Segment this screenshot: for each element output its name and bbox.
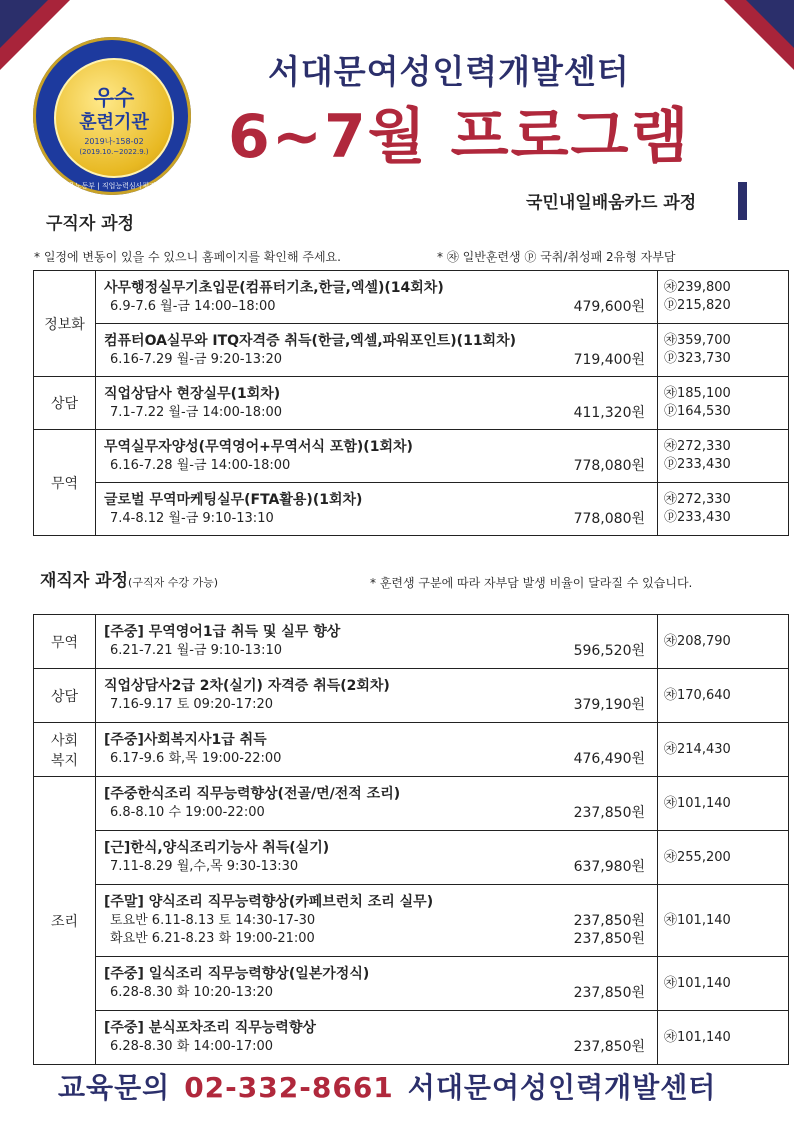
- course-schedule: 6.9-7.6 월-금 14:00–18:00: [110, 298, 276, 314]
- fee-cell: ㉶101,140: [658, 885, 789, 957]
- category-cell: [34, 723, 96, 777]
- center-title: 서대문여성인력개발센터: [268, 52, 630, 91]
- corner-decoration-right-inner: [746, 0, 794, 48]
- fee-cell: ㉶101,140: [658, 777, 789, 831]
- course-price: 237,850원: [573, 985, 645, 1001]
- course-schedule: 7.1-7.22 월-금 14:00-18:00: [110, 404, 283, 420]
- course-schedule-row: [104, 912, 649, 930]
- course-schedule: 6.28-8.30 화 14:00-17:00: [110, 1039, 274, 1054]
- fee-legend: * ㉶ 일반훈련생 ⓟ 국취/취성패 2유형 자부담: [437, 250, 676, 264]
- course-schedule-row: [104, 351, 649, 369]
- category-cell: 무역: [34, 430, 96, 536]
- fee-cell: ㉶170,640: [658, 669, 789, 723]
- course-title: 사무행정실무기초입문(컴퓨터기초,한글,엑셀)(14회차): [104, 279, 444, 296]
- category-cell: 상담: [34, 669, 96, 723]
- fee-general: ㉶272,330: [664, 492, 731, 507]
- course-price: 237,850원: [573, 1039, 645, 1055]
- table-row: [34, 1011, 789, 1065]
- employed-title-text: 재직자 과정: [40, 571, 129, 591]
- course-cell: [96, 483, 658, 536]
- category-cell: 정보화: [34, 271, 96, 377]
- course-cell: [96, 377, 658, 430]
- table-row: [34, 957, 789, 1011]
- course-price: 596,520원: [573, 643, 645, 659]
- fee-cell: [658, 377, 789, 430]
- course-schedule-row: [104, 984, 649, 1002]
- course-title: [주말] 양식조리 직무능력향상(카페브런치 조리 실무): [104, 894, 434, 910]
- fee-cell: ㉶208,790: [658, 615, 789, 669]
- fee-cell: [658, 324, 789, 377]
- employed-course-table: [33, 614, 789, 1065]
- badge-line2: 훈련기관: [79, 112, 149, 133]
- course-cell: [96, 957, 658, 1011]
- fee-cell: ㉶214,430: [658, 723, 789, 777]
- card-course-label: 국민내일배움카드 과정: [526, 193, 697, 213]
- table-row: [34, 615, 789, 669]
- employed-subtitle: (구직자 수강 가능): [128, 576, 218, 589]
- schedule-change-note: * 일정에 변동이 있을 수 있으니 홈페이지를 확인해 주세요.: [34, 250, 341, 264]
- table-row: [34, 430, 789, 483]
- course-schedule-row: [104, 298, 649, 316]
- course-schedule-row: [104, 510, 649, 528]
- table-row: [34, 377, 789, 430]
- table-row: [34, 831, 789, 885]
- course-title: [주중] 일식조리 직무능력향상(일본가정식): [104, 966, 370, 982]
- category-cell: 무역: [34, 615, 96, 669]
- course-cell: [96, 777, 658, 831]
- course-cell: [96, 831, 658, 885]
- jobseeker-section-title: 구직자 과정: [46, 214, 135, 234]
- corner-decoration-left-inner: [0, 0, 48, 48]
- fee-cell: [658, 483, 789, 536]
- fee-general: ㉶239,800: [664, 280, 731, 295]
- fee-cell: ㉶255,200: [658, 831, 789, 885]
- course-cell: [96, 723, 658, 777]
- badge-code: 2019나-158-02: [84, 137, 144, 146]
- jobseeker-course-table: [33, 270, 789, 536]
- course-schedule-row: [104, 696, 649, 714]
- course-schedule-row: [104, 930, 649, 948]
- course-schedule: 7.11-8.29 월,수,목 9:30-13:30: [110, 859, 299, 874]
- course-schedule-row: [104, 404, 649, 422]
- fee-self-pay: ⓟ215,820: [664, 298, 731, 313]
- fee-general: ㉶359,700: [664, 333, 731, 348]
- course-schedule-row: [104, 457, 649, 475]
- fee-cell: [658, 271, 789, 324]
- badge-medal: [54, 58, 174, 178]
- course-cell: [96, 271, 658, 324]
- course-price: 778,080원: [573, 457, 645, 474]
- table-row: [34, 669, 789, 723]
- course-title: [근]한식,양식조리기능사 취득(실기): [104, 840, 330, 856]
- course-schedule: 6.16-7.28 월-금 14:00-18:00: [110, 457, 291, 473]
- category-line: 사회: [50, 732, 79, 749]
- course-price: 476,490원: [573, 751, 645, 767]
- course-schedule: 6.8-8.10 수 19:00-22:00: [110, 805, 265, 820]
- category-cell: 조리: [34, 777, 96, 1065]
- course-price: 379,190원: [573, 697, 645, 713]
- fee-general: ㉶185,100: [664, 386, 731, 401]
- badge-ring-text: 고용노동부 | 직업능력심사평가원: [61, 182, 163, 190]
- fee-cell: [658, 430, 789, 483]
- footer-org-name: 서대문여성인력개발센터: [407, 1071, 717, 1104]
- fee-self-pay: ⓟ164,530: [664, 404, 731, 419]
- course-title: [주중]사회복지사1급 취득: [104, 732, 267, 748]
- course-schedule-row: [104, 750, 649, 768]
- course-price: 237,850원: [573, 913, 645, 929]
- course-cell: [96, 885, 658, 957]
- fee-cell: ㉶101,140: [658, 1011, 789, 1065]
- course-schedule-row: [104, 1038, 649, 1056]
- course-cell: [96, 615, 658, 669]
- course-cell: [96, 324, 658, 377]
- table-row: [34, 483, 789, 536]
- course-title: 직업상담사 현장실무(1회차): [104, 385, 281, 402]
- course-schedule: 토요반 6.11-8.13 토 14:30-17-30: [110, 913, 316, 928]
- course-schedule-row: [104, 804, 649, 822]
- course-schedule: 6.28-8.30 화 10:20-13:20: [110, 985, 274, 1000]
- course-schedule-row: [104, 642, 649, 660]
- course-schedule: 화요반 6.21-8.23 화 19:00-21:00: [110, 931, 315, 946]
- course-schedule: 6.16-7.29 월-금 9:20-13:20: [110, 351, 283, 367]
- course-cell: [96, 430, 658, 483]
- table-row: [34, 271, 789, 324]
- course-price: 778,080원: [573, 510, 645, 527]
- course-price: 637,980원: [573, 859, 645, 875]
- program-title: 6~7월 프로그램: [228, 102, 691, 172]
- table-row: [34, 777, 789, 831]
- fee-cell: ㉶101,140: [658, 957, 789, 1011]
- fee-self-pay: ⓟ233,430: [664, 457, 731, 472]
- course-price: 237,850원: [573, 805, 645, 821]
- employed-section-title: [40, 566, 218, 591]
- fee-self-pay: ⓟ323,730: [664, 351, 731, 366]
- course-title: 직업상담사2급 2차(실기) 자격증 취득(2회차): [104, 678, 390, 694]
- course-title: 컴퓨터OA실무와 ITQ자격증 취득(한글,엑셀,파워포인트)(11회차): [104, 332, 517, 349]
- contact-label: 교육문의: [58, 1071, 171, 1104]
- course-schedule: 7.4-8.12 월-금 9:10-13:10: [110, 510, 274, 526]
- card-course-bar: [738, 182, 747, 220]
- course-title: [주중한식조리 직무능력향상(전골/면/전적 조리): [104, 786, 401, 802]
- course-schedule-row: [104, 858, 649, 876]
- excellence-badge-logo: [33, 37, 191, 195]
- course-cell: [96, 669, 658, 723]
- category-cell: 상담: [34, 377, 96, 430]
- table-row: [34, 723, 789, 777]
- course-price: 411,320원: [573, 404, 645, 421]
- fee-general: ㉶272,330: [664, 439, 731, 454]
- category-line: 복지: [50, 752, 79, 769]
- course-cell: [96, 1011, 658, 1065]
- course-schedule: 7.16-9.17 토 09:20-17:20: [110, 697, 274, 712]
- fee-self-pay: ⓟ233,430: [664, 510, 731, 525]
- course-schedule: 6.17-9.6 화,목 19:00-22:00: [110, 751, 282, 766]
- course-price: 237,850원: [573, 931, 645, 947]
- contact-footer: [58, 1066, 716, 1106]
- course-title: 무역실무자양성(무역영어+무역서식 포함)(1회차): [104, 438, 413, 455]
- course-price: 719,400원: [573, 351, 645, 368]
- contact-phone[interactable]: 02-332-8661: [184, 1071, 394, 1104]
- table-row: [34, 885, 789, 957]
- course-title: [주중] 무역영어1급 취득 및 실무 향상: [104, 624, 341, 640]
- course-price: 479,600원: [573, 298, 645, 315]
- badge-period: (2019.10.~2022.9.): [79, 148, 149, 156]
- fee-ratio-note: * 훈련생 구분에 따라 자부담 발생 비율이 달라질 수 있습니다.: [370, 576, 693, 590]
- table-row: [34, 324, 789, 377]
- course-schedule: 6.21-7.21 월-금 9:10-13:10: [110, 643, 283, 658]
- badge-line1: 우수: [93, 86, 135, 110]
- course-title: 글로벌 무역마케팅실무(FTA활용)(1회차): [104, 491, 363, 508]
- course-title: [주중] 분식포차조리 직무능력향상: [104, 1020, 316, 1036]
